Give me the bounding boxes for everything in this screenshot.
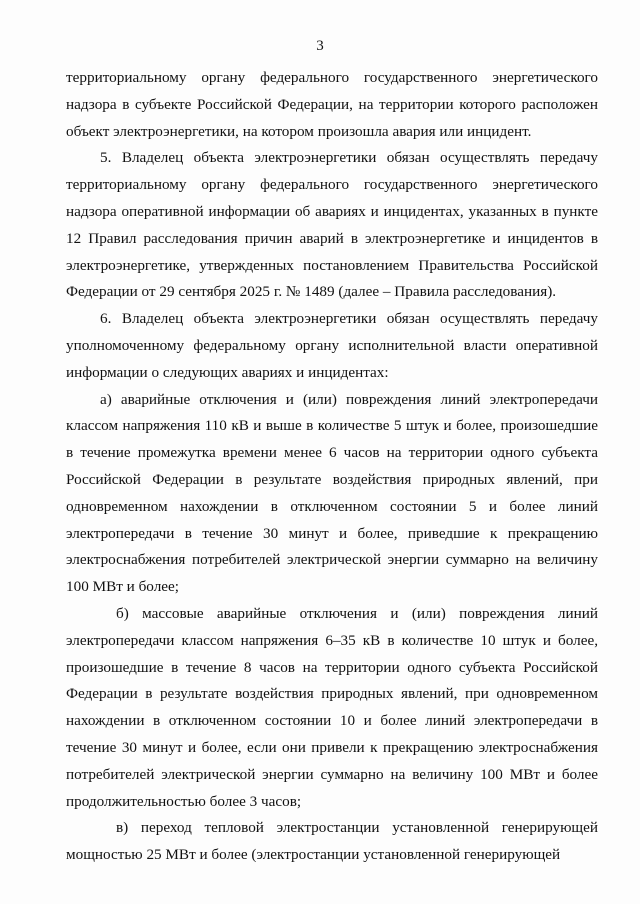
- paragraph-continuation: территориальному органу федерального государственного энергетического надзора в субъекте Российской Федерации, на территории которого расположен объект электроэнергетики, на котором произошла авария или инцидент.: [66, 69, 598, 140]
- paragraph-item-6c: в) переход тепловой электростанции установленной генерирующей мощностью 25 МВт и более (электростанции установленной генерирующей: [66, 819, 598, 864]
- paragraph-item-6a: а) аварийные отключения и (или) повреждения линий электропередачи классом напряжения 110 кВ и выше в количестве 5 штук и более, произошедшие в течение промежутка времени менее 6 часов на территории одного субъекта Российской Федерации в результате воздействия природных явлений, при одновременном нахождении в отключенном состоянии 5 и более линий электропередачи в течение 30 минут и более, приведшие к прекращению электроснабжения потребителей электрической энергии суммарно на величину 100 МВт и более;: [66, 390, 598, 596]
- document-body: [66, 65, 598, 869]
- paragraph-item-6: 6. Владелец объекта электроэнергетики обязан осуществлять передачу уполномоченному федеральному органу исполнительной власти оперативной информации о следующих авариях и инцидентах:: [66, 310, 598, 381]
- paragraph-item-6b: б) массовые аварийные отключения и (или) повреждения линий электропередачи классом напряжения 6–35 кВ в количестве 10 штук и более, произошедшие в течение 8 часов на территории одного субъекта Российской Федерации в результате воздействия природных явлений, при одновременном нахождении в отключенном состоянии 10 и более линий электропередачи в течение 30 минут и более, если они привели к прекращению электроснабжения потребителей электрической энергии суммарно на величину 100 МВт и более продолжительностью более 3 часов;: [66, 604, 598, 810]
- page-number: 3: [316, 38, 324, 54]
- paragraph-item-5: 5. Владелец объекта электроэнергетики обязан осуществлять передачу территориальному органу федерального государственного энергетического надзора оперативной информации об авариях и инцидентах, указанных в пункте 12 Правил расследования причин аварий в электроэнергетике и инцидентов в электроэнергетике, утвержденных постановлением Правительства Российской Федерации от 29 сентября 2025 г. № 1489 (далее – Правила расследования).: [66, 149, 598, 301]
